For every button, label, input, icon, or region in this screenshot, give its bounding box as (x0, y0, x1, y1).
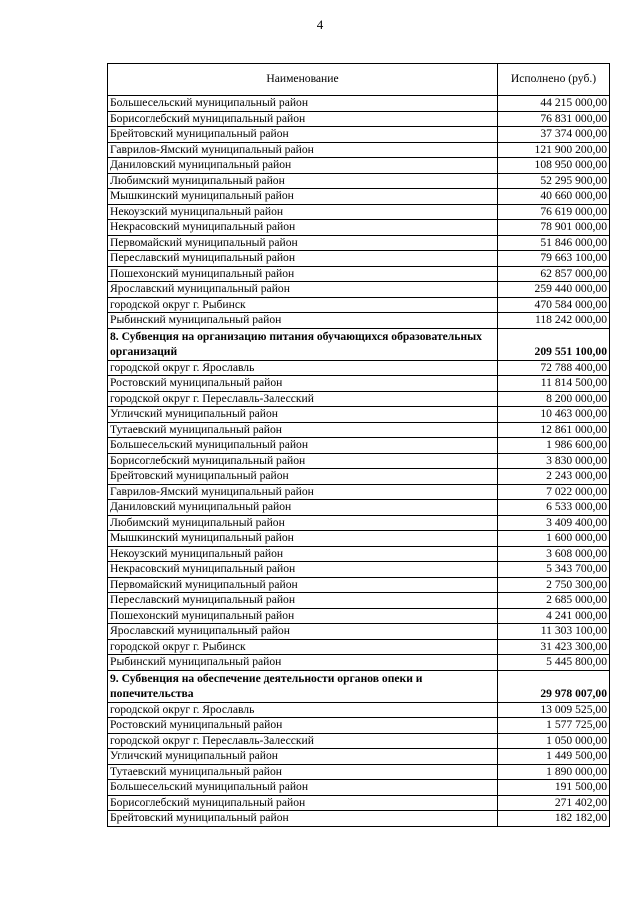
row-name: городской округ г. Рыбинск (108, 639, 498, 655)
row-amount: 2 685 000,00 (498, 593, 610, 609)
table-row (108, 142, 610, 158)
table-row (108, 593, 610, 609)
table-row (108, 546, 610, 562)
budget-table (107, 63, 610, 827)
row-amount: 6 533 000,00 (498, 500, 610, 516)
row-amount: 76 619 000,00 (498, 204, 610, 220)
row-name: Мышкинский муниципальный район (108, 531, 498, 547)
row-amount: 52 295 900,00 (498, 173, 610, 189)
row-name: Борисоглебский муниципальный район (108, 795, 498, 811)
row-amount: 1 890 000,00 (498, 764, 610, 780)
row-name: Любимский муниципальный район (108, 173, 498, 189)
row-name: городской округ г. Рыбинск (108, 297, 498, 313)
row-name: Брейтовский муниципальный район (108, 811, 498, 827)
row-amount: 259 440 000,00 (498, 282, 610, 298)
row-amount: 76 831 000,00 (498, 111, 610, 127)
row-name: Гаврилов-Ямский муниципальный район (108, 142, 498, 158)
row-amount: 5 445 800,00 (498, 655, 610, 671)
table-row (108, 577, 610, 593)
page-number: 4 (316, 17, 324, 32)
table-row (108, 780, 610, 796)
row-name: Некрасовский муниципальный район (108, 562, 498, 578)
table-row (108, 764, 610, 780)
row-name: городской округ г. Переславль-Залесский (108, 733, 498, 749)
table-row (108, 562, 610, 578)
row-name: Некрасовский муниципальный район (108, 220, 498, 236)
section-total: 209 551 100,00 (498, 328, 610, 360)
row-amount: 44 215 000,00 (498, 96, 610, 112)
row-amount: 118 242 000,00 (498, 313, 610, 329)
table-row (108, 204, 610, 220)
row-amount: 51 846 000,00 (498, 235, 610, 251)
row-amount: 121 900 200,00 (498, 142, 610, 158)
row-name: Пошехонский муниципальный район (108, 266, 498, 282)
row-name: Даниловский муниципальный район (108, 158, 498, 174)
row-name: Ростовский муниципальный район (108, 718, 498, 734)
table-row (108, 173, 610, 189)
row-amount: 182 182,00 (498, 811, 610, 827)
row-amount: 271 402,00 (498, 795, 610, 811)
row-name: Большесельский муниципальный район (108, 96, 498, 112)
table-row (108, 220, 610, 236)
table-row (108, 251, 610, 267)
table-row (108, 484, 610, 500)
row-name: Некоузский муниципальный район (108, 546, 498, 562)
row-name: Некоузский муниципальный район (108, 204, 498, 220)
row-amount: 3 409 400,00 (498, 515, 610, 531)
row-name: городской округ г. Ярославль (108, 702, 498, 718)
row-amount: 108 950 000,00 (498, 158, 610, 174)
row-name: Борисоглебский муниципальный район (108, 111, 498, 127)
section-total: 29 978 007,00 (498, 670, 610, 702)
table-row (108, 639, 610, 655)
table-row (108, 407, 610, 423)
table-row (108, 749, 610, 765)
row-amount: 8 200 000,00 (498, 391, 610, 407)
row-amount: 7 022 000,00 (498, 484, 610, 500)
row-amount: 3 830 000,00 (498, 453, 610, 469)
row-name: Большесельский муниципальный район (108, 780, 498, 796)
section-title: 8. Субвенция на организацию питания обучающихся образовательных организаций (108, 328, 498, 360)
row-name: Большесельский муниципальный район (108, 438, 498, 454)
table-row (108, 422, 610, 438)
table-row (108, 376, 610, 392)
row-name: Переславский муниципальный район (108, 251, 498, 267)
table-row (108, 469, 610, 485)
table-row (108, 96, 610, 112)
table-row (108, 453, 610, 469)
row-name: Мышкинский муниципальный район (108, 189, 498, 205)
table-row (108, 282, 610, 298)
row-name: Первомайский муниципальный район (108, 577, 498, 593)
row-amount: 1 577 725,00 (498, 718, 610, 734)
row-amount: 78 901 000,00 (498, 220, 610, 236)
table-row (108, 313, 610, 329)
table-row (108, 266, 610, 282)
row-name: Угличский муниципальный район (108, 749, 498, 765)
row-amount: 79 663 100,00 (498, 251, 610, 267)
table-row (108, 531, 610, 547)
table-row (108, 624, 610, 640)
row-amount: 191 500,00 (498, 780, 610, 796)
row-amount: 13 009 525,00 (498, 702, 610, 718)
row-name: городской округ г. Ярославль (108, 360, 498, 376)
row-amount: 12 861 000,00 (498, 422, 610, 438)
row-amount: 2 243 000,00 (498, 469, 610, 485)
table-row (108, 515, 610, 531)
table-row (108, 391, 610, 407)
row-name: Ярославский муниципальный район (108, 282, 498, 298)
section-row (108, 670, 610, 702)
row-amount: 72 788 400,00 (498, 360, 610, 376)
row-amount: 31 423 300,00 (498, 639, 610, 655)
table-row (108, 297, 610, 313)
row-name: Рыбинский муниципальный район (108, 313, 498, 329)
row-name: Пошехонский муниципальный район (108, 608, 498, 624)
table-row (108, 811, 610, 827)
table-row (108, 718, 610, 734)
row-name: Тутаевский муниципальный район (108, 422, 498, 438)
table-row (108, 702, 610, 718)
row-name: Любимский муниципальный район (108, 515, 498, 531)
row-amount: 40 660 000,00 (498, 189, 610, 205)
row-amount: 2 750 300,00 (498, 577, 610, 593)
row-amount: 1 600 000,00 (498, 531, 610, 547)
column-header-amount: Исполнено (руб.) (498, 64, 610, 96)
table-row (108, 189, 610, 205)
row-name: Гаврилов-Ямский муниципальный район (108, 484, 498, 500)
column-header-name: Наименование (108, 64, 498, 96)
table-body (108, 96, 610, 827)
row-name: Брейтовский муниципальный район (108, 469, 498, 485)
row-name: Даниловский муниципальный район (108, 500, 498, 516)
table-row (108, 655, 610, 671)
table-row (108, 795, 610, 811)
table-row (108, 127, 610, 143)
section-title: 9. Субвенция на обеспечение деятельности органов опеки и попечительства (108, 670, 498, 702)
table-row (108, 733, 610, 749)
row-amount: 470 584 000,00 (498, 297, 610, 313)
table-row (108, 608, 610, 624)
row-name: Угличский муниципальный район (108, 407, 498, 423)
table-row (108, 360, 610, 376)
row-amount: 5 343 700,00 (498, 562, 610, 578)
table-row (108, 111, 610, 127)
table-header-row (108, 64, 610, 96)
row-amount: 37 374 000,00 (498, 127, 610, 143)
table-row (108, 158, 610, 174)
row-name: Первомайский муниципальный район (108, 235, 498, 251)
row-amount: 3 608 000,00 (498, 546, 610, 562)
row-name: Переславский муниципальный район (108, 593, 498, 609)
table-row (108, 438, 610, 454)
row-name: Рыбинский муниципальный район (108, 655, 498, 671)
row-amount: 1 986 600,00 (498, 438, 610, 454)
row-amount: 1 449 500,00 (498, 749, 610, 765)
row-amount: 1 050 000,00 (498, 733, 610, 749)
row-name: Ростовский муниципальный район (108, 376, 498, 392)
row-amount: 4 241 000,00 (498, 608, 610, 624)
row-name: Брейтовский муниципальный район (108, 127, 498, 143)
section-row (108, 328, 610, 360)
row-amount: 62 857 000,00 (498, 266, 610, 282)
row-amount: 10 463 000,00 (498, 407, 610, 423)
row-name: Ярославский муниципальный район (108, 624, 498, 640)
row-name: Тутаевский муниципальный район (108, 764, 498, 780)
table-row (108, 235, 610, 251)
row-amount: 11 303 100,00 (498, 624, 610, 640)
table-row (108, 500, 610, 516)
row-name: городской округ г. Переславль-Залесский (108, 391, 498, 407)
row-amount: 11 814 500,00 (498, 376, 610, 392)
row-name: Борисоглебский муниципальный район (108, 453, 498, 469)
